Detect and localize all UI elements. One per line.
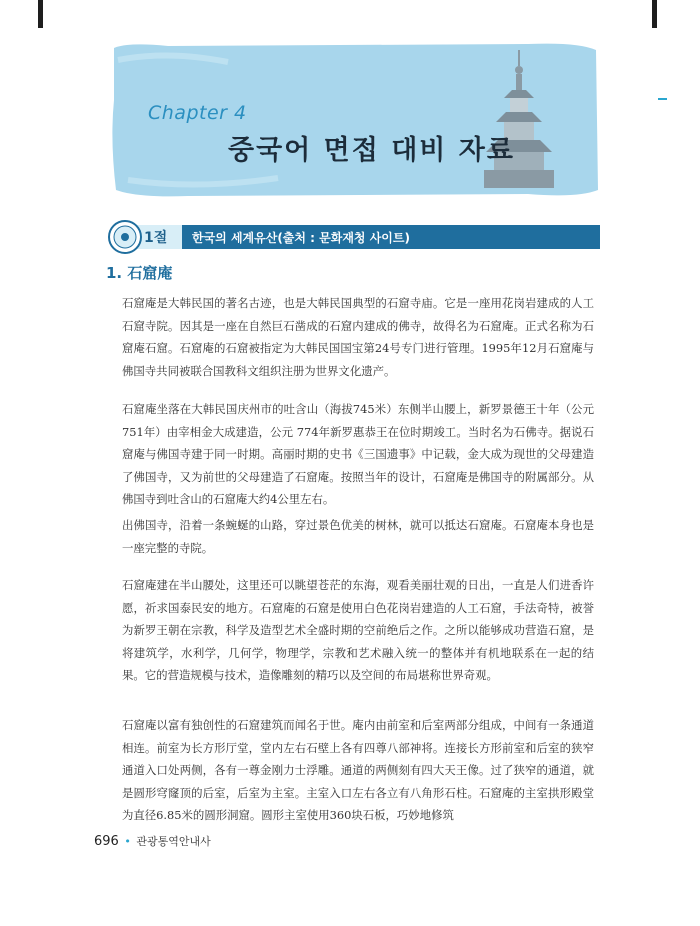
chapter-banner: [108, 40, 600, 200]
page-edge-mark-left: [38, 0, 43, 28]
chapter-title: 중국어 면접 대비 자료: [228, 135, 515, 166]
chapter-label: Chapter 4: [148, 102, 247, 124]
section-header: [108, 220, 600, 254]
book-title: 관광통역안내사: [136, 835, 211, 848]
paragraph-4: 石窟庵建在半山腰处，这里还可以眺望苍茫的东海，观看美丽壮观的日出，一直是人们进香许愿，祈求国泰民安的地方。石窟庵的石窟是使用白色花岗岩建造的人工石窟，手法奇特，被誉为新罗王朝在宗教，科学及造型艺术全盛时期的空前绝后之作。之所以能够成功营造石窟，是将建筑学，水利学，几何学，物理学，宗教和艺术融入统一的整体并有机地联系在一起的结果。它的营造规模与技术，造像雕刻的精巧以及空间的布局堪称世界奇观。: [122, 578, 594, 682]
page-number: 696: [94, 834, 119, 849]
paragraph-1: 石窟庵是大韩民国的著名古迹，也是大韩民国典型的石窟寺庙。它是一座用花岗岩建成的人工石窟寺院。因其是一座在自然巨石凿成的石窟内建成的佛寺，故得名为石窟庵。正式名称为石窟庵石窟。石窟庵的石窟被指定为大韩民国国宝第24号专门进行管理。1995年12月石窟庵与佛国寺共同被联合国教科文组织注册为世界文化遗产。: [122, 296, 594, 378]
footer-separator: •: [124, 835, 131, 848]
section-title: 한국의 세계유산(출처 : 문화재청 사이트): [192, 231, 410, 245]
page-footer: [94, 833, 211, 849]
paragraph-2: 石窟庵坐落在大韩民国庆州市的吐含山（海拔745米）东侧半山腰上，新罗景德王十年（公元751年）由宰相金大成建造，公元 774年新罗惠恭王在位时期竣工。当时名为石佛寺。据说石窟庵与佛国寺建于同一时期。高丽时期的史书《三国遗事》中记载，金大成为现世的父母建造了佛国寺，又为前世的父母建造了石窟庵。按照当年的设计，石窟庵是佛国寺的附属部分。从佛国寺到吐含山的石窟庵大约4公里左右。: [122, 402, 594, 506]
paragraph-5: 石窟庵以富有独创性的石窟建筑而闻名于世。庵内由前室和后室两部分组成，中间有一条通道相连。前室为长方形厅堂，堂内左右石壁上各有四尊八部神将。连接长方形前室和后室的狭窄通道入口处两侧，各有一尊金刚力士浮雕。通道的两侧刻有四大天王像。过了狭窄的通道，就是圆形穹窿顶的后室，后室为主室。主室入口左右各立有八角形石柱。石窟庵的主室拱形殿堂为直径6.85米的圆形洞窟。圆形主室使用360块石板，巧妙地修筑: [122, 718, 594, 822]
paragraph-3: 出佛国寺，沿着一条蜿蜒的山路，穿过景色优美的树林，就可以抵达石窟庵。石窟庵本身也是一座完整的寺院。: [122, 518, 594, 555]
section-medal-icon: [108, 220, 142, 254]
chapter-tab-mark: [658, 98, 667, 100]
item-heading: 1. 石窟庵: [106, 264, 173, 282]
page-edge-mark-right: [652, 0, 657, 28]
section-number: 1절: [144, 230, 168, 246]
